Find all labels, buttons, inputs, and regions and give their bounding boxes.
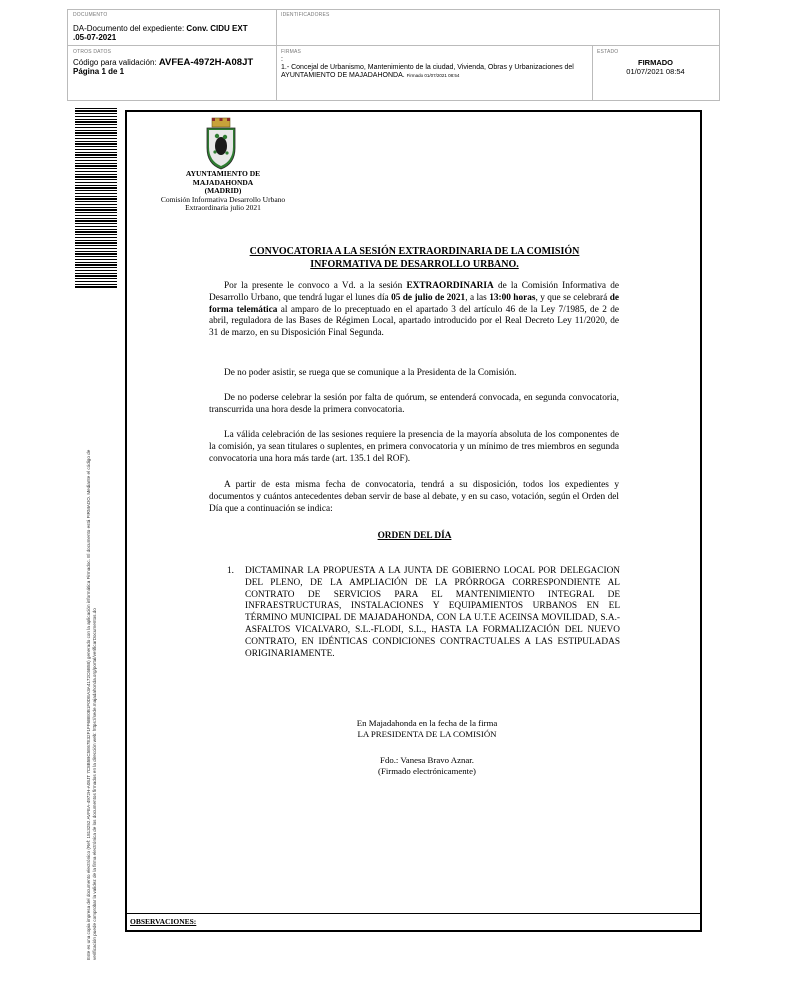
signature-name: Fdo.: Vanesa Bravo Aznar. (Firmado electrónicamente) [378, 755, 476, 776]
identificadores-cell [276, 10, 719, 20]
divider [68, 45, 719, 46]
firmas-text: 1.- Concejal de Urbanismo, Mantenimiento de la ciudad, Vivienda, Obras y Urbanizaciones del AYUNTAMIENTO DE MAJADAHONDA. Firmado 01/07/2021 08:54 [281, 64, 574, 79]
observaciones-field: OBSERVACIONES: [127, 913, 700, 930]
coat-of-arms-logo [202, 116, 240, 171]
paragraph-convocatoria: Por la presente le convoco a Vd. a la sesión EXTRAORDINARIA de la Comisión Informativa de Desarrollo Urbano, que tendrá lugar el lunes día 05 de julio de 2021, a las 13:00 horas, y que se celebrará de forma telemática al amparo de lo preceptuado en el apartado 3 del artículo 46 de la Ley 7/1985, de 2 de abril, reguladora de las Bases de Régimen Local, apartado introducido por el Real Decreto Ley 11/2020, de 31 de marzo, en su Disposición Final Segunda. [209, 281, 620, 339]
paragraph-validez: La válida celebración de las sesiones requiere la presencia de la mayoría absoluta de los componentes de la comisión, ya sean titulares o suplentes, en primera convocatoria y un mínimo de tres miembros en segunda convocatoria una hora más tarde (art. 135.1 del ROF). [209, 430, 619, 464]
agenda-item-text: DICTAMINAR LA PROPUESTA A LA JUNTA DE GOBIERNO LOCAL POR DELEGACION DEL PLENO, DE LA AMPLIACIÓN DE LA PRÓRROGA CORRESPONDIENTE AL CONTRATO DE SERVICIOS PARA EL MANTENIMIENTO INTEGRAL DE INFRAESTRUCTURAS, INSTALACIONES Y EQUIPAMIENTOS URBANOS EN EL TÉRMINO MUNICIPAL DE MAJADAHONDA, CON LA U.T.E ACEINSA MOVILIDAD, S.A.-ASFALTOS VICALVARO, S.L.-FLODI, S.L., HASTA LA FORMALIZACIÓN DEL NUEVO CONTRATO, EN IDÉNTICAS CONDICIONES CONTRACTUALES A LAS ESTIPULADAS ORIGINARIAMENTE. [245, 566, 620, 659]
validation-code: Código para validación: AVFEA-4972H-A08JT [73, 57, 254, 68]
organization-heading: AYUNTAMIENTO DE MAJADAHONDA (MADRID) Comisión Informativa Desarrollo Urbano Extraordinaria julio 2021 [160, 169, 286, 212]
document-title: CONVOCATORIA A LA SESIÓN EXTRAORDINARIA DE LA COMISIÓN INFORMATIVA DE DESARROLLO URBANO. [249, 246, 580, 270]
paragraph-asistencia: De no poder asistir, se ruega que se comunique a la Presidenta de la Comisión. [224, 368, 517, 378]
estado-label: ESTADO [597, 49, 619, 55]
firmas-label: FIRMAS [281, 49, 302, 55]
estado-value: FIRMADO [638, 58, 673, 67]
verification-side-text: Este es una copia impresa del documento electrónico (Ref: 1813252 AVFEA-4972H-A08JT 7C8B5BC5E67E32F1FF6BE0B1F0DEA3A4172C6B58) generado con la aplicación informática Firmadoc. El documento está FIRMADO. Mediante el código de verificación puede comprobar la validez de la firma electrónica de los documentos firmados en la dirección web: https://sede.majadahonda.org/portal/verificarDocumentos.do [86, 449, 97, 960]
agenda-item-number: 1. [227, 566, 234, 576]
document-page [125, 110, 702, 932]
documento-cell [68, 10, 276, 44]
estado-date: 01/07/2021 08:54 [626, 67, 685, 76]
signature-header-box [67, 9, 720, 101]
firmas-cell [276, 47, 592, 82]
page-count: Página 1 de 1 [73, 67, 125, 76]
paragraph-quorum: De no poderse celebrar la sesión por falta de quórum, se entenderá convocada, en segunda convocatoria, transcurrida una hora desde la primera convocatoria. [209, 393, 619, 415]
estado-cell [592, 47, 719, 78]
firmas-colon: : [281, 56, 283, 63]
orden-del-dia-heading: ORDEN DEL DÍA [377, 531, 452, 541]
paragraph-documentacion: A partir de esta misma fecha de convocatoria, tendrá a su disposición, todos los expedientes y documentos y cuántos antecedentes deban servir de base al debate, y en su caso, votación, según el Orden del Día que a continuación se indica: [209, 480, 619, 514]
otros-datos-label: OTROS DATOS [73, 49, 112, 55]
barcode [75, 108, 117, 288]
identificadores-label: IDENTIFICADORES [281, 12, 330, 18]
agenda-item [227, 566, 620, 660]
otros-datos-cell [68, 47, 276, 78]
documento-value: DA-Documento del expediente: Conv. CIDU EXT .05-07-2021 [73, 24, 248, 42]
documento-label: DOCUMENTO [73, 12, 108, 18]
signature-place: En Majadahonda en la fecha de la firma LA PRESIDENTA DE LA COMISIÓN [356, 718, 498, 739]
